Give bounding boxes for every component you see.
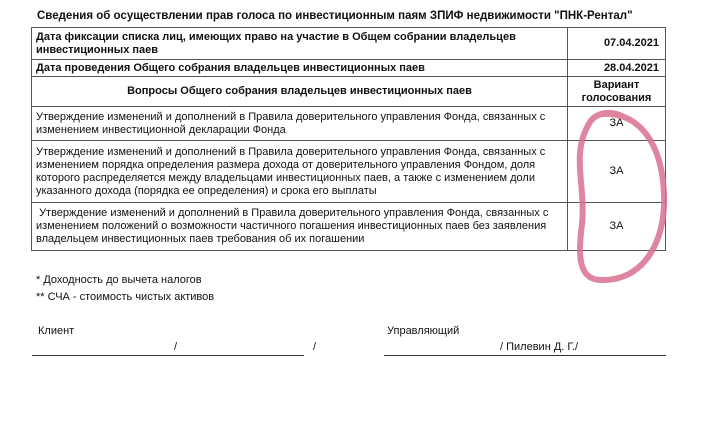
question-text: Утверждение изменений и дополнений в Правила доверительного управления Фонда, связанных с изменением порядка определения размера дохода от доверительного управления Фондом, доля которого распределяется между владельцами инвестиционных паев, а также с изменением доли указанного дохода (порядка ее определения) и срока его выплаты [32,141,568,203]
manager-name: / Пилевин Д. Г./ [500,341,579,353]
question-text: Утверждение изменений и дополнений в Правила доверительного управления Фонда, связанных с изменением инвестиционной декларации Фонда [32,107,568,141]
client-signature-line [32,355,304,356]
question-row [32,203,666,251]
question-row [32,107,666,141]
question-row [32,141,666,203]
client-slash-2: / [313,341,317,353]
question-text: Утверждение изменений и дополнений в Правила доверительного управления Фонда, связанных с изменением положений о возможности частичного погашения инвестиционных паев без заявления владельцем инвестиционных паев требования об их погашении [32,203,568,251]
manager-signature-line [384,355,666,356]
voting-table [31,27,666,251]
record-date-row [32,28,666,60]
questions-header: Вопросы Общего собрания владельцев инвестиционных паев [32,77,568,107]
vote-header: Вариант голосования [568,77,666,107]
document-title: Сведения об осуществлении прав голоса по инвестиционным паям ЗПИФ недвижимости "ПНК-Рентал" [37,10,633,22]
client-slash-1: / [174,341,178,353]
manager-label: Управляющий [387,325,460,337]
meeting-date-label: Дата проведения Общего собрания владельцев инвестиционных паев [32,60,568,77]
footnote-yield: * Доходность до вычета налогов [36,274,202,286]
record-date-value: 07.04.2021 [568,28,666,60]
meeting-date-row [32,60,666,77]
vote-value: ЗА [568,141,666,203]
client-label: Клиент [38,325,75,337]
vote-value: ЗА [568,107,666,141]
footnote-nav: ** СЧА - стоимость чистых активов [36,291,215,303]
vote-value: ЗА [568,203,666,251]
meeting-date-value: 28.04.2021 [568,60,666,77]
questions-header-row [32,77,666,107]
footnotes [36,272,214,306]
record-date-label: Дата фиксации списка лиц, имеющих право на участие в Общем собрании владельцев инвестиционных паев [32,28,568,60]
